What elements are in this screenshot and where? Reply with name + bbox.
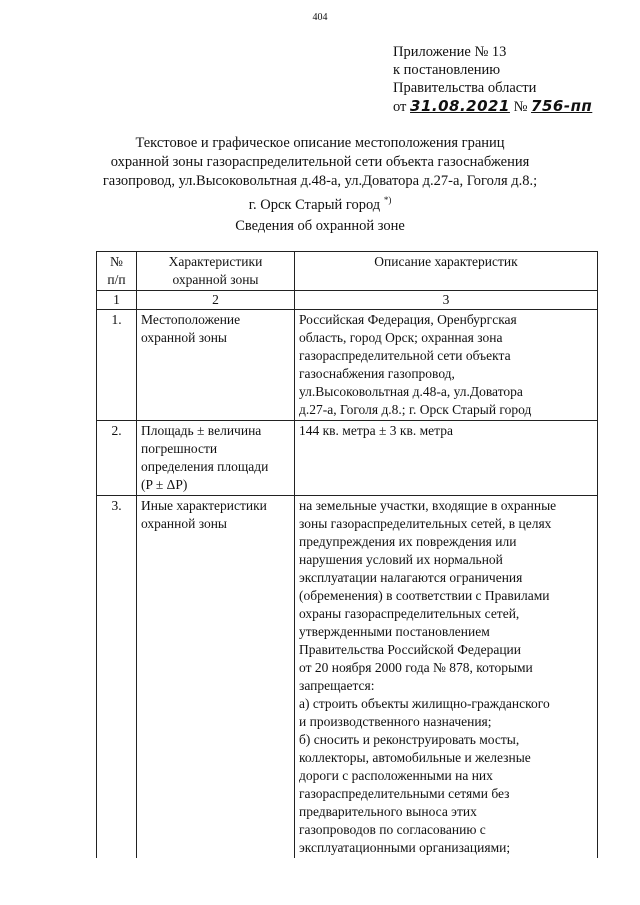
cell-line: коллекторы, автомобильные и железные: [299, 750, 531, 765]
cell-line: охраны газораспределительных сетей,: [299, 606, 520, 621]
characteristic-cell: [137, 421, 295, 496]
cell-line: на земельные участки, входящие в охранные: [299, 498, 557, 513]
cell-line: 144 кв. метра ± 3 кв. метра: [299, 423, 453, 438]
cell-line: и производственного назначения;: [299, 714, 492, 729]
cell-line: нарушения условий их нормальной: [299, 552, 503, 567]
cell-line: газораспределительными сетями без: [299, 786, 510, 801]
header-text: п/п: [107, 272, 126, 287]
cell-line: Правительства Российской Федерации: [299, 642, 521, 657]
appendix-line: Правительства области: [393, 80, 537, 96]
cell-line: определения площади: [141, 459, 269, 474]
cell-line: предупреждения их повреждения или: [299, 534, 517, 549]
appendix-line: Приложение № 13: [393, 44, 507, 60]
cell-line: эксплуатационными организациями;: [299, 840, 511, 855]
table-index-row: [97, 291, 598, 310]
appendix-line: к постановлению: [393, 62, 501, 78]
cell-line: газопроводов по согласованию с: [299, 822, 486, 837]
number-prefix: №: [513, 99, 528, 115]
page-number: 404: [312, 12, 328, 23]
appendix-block: [393, 43, 592, 116]
cell-line: от 20 ноября 2000 года № 878, которыми: [299, 660, 533, 675]
cell-line: Местоположение: [141, 312, 241, 327]
handwritten-date: 31.08.2021: [410, 97, 510, 115]
cell-line: газораспределительной сети объекта: [299, 348, 511, 363]
cell-line: газоснабжения газопровод,: [299, 366, 455, 381]
cell-line: д.27-а, Гоголя д.8.; г. Орск Старый город: [299, 402, 532, 417]
cell-line: погрешности: [141, 441, 218, 456]
date-prefix: от: [393, 99, 407, 115]
title-line: газопровод, ул.Высоковольтная д.48-а, ул.Доватора д.27-а, Гоголя д.8.;: [102, 173, 538, 189]
table-row: [97, 421, 598, 496]
cell-line: охранной зоны: [141, 330, 228, 345]
cell-line: Площадь ± величина: [141, 423, 262, 438]
index-cell: 1: [97, 291, 137, 310]
cell-line: область, город Орск; охранная зона: [299, 330, 503, 345]
characteristic-cell: [137, 496, 295, 859]
cell-line: эксплуатации налагаются ограничения: [299, 570, 523, 585]
footnote-mark: *): [383, 195, 392, 205]
header-text: охранной зоны: [172, 272, 259, 287]
cell-line: зоны газораспределительных сетей, в целях: [299, 516, 552, 531]
cell-line: (обременения) в соответствии с Правилами: [299, 588, 550, 603]
cell-line: б) сносить и реконструировать мосты,: [299, 732, 520, 747]
cell-line: ул.Высоковольтная д.48-а, ул.Доватора: [299, 384, 523, 399]
description-cell: [295, 496, 598, 859]
cell-line: Российская Федерация, Оренбургская: [299, 312, 517, 327]
table-header-row: [97, 252, 598, 291]
title-line: [100, 191, 540, 215]
description-cell: [295, 421, 598, 496]
index-cell: 3: [295, 291, 598, 310]
header-text: Характеристики: [168, 254, 263, 269]
row-number: 1.: [97, 310, 137, 421]
cell-line: а) строить объекты жилищно-гражданского: [299, 696, 550, 711]
characteristic-cell: [137, 310, 295, 421]
header-description: Описание характеристик: [295, 252, 598, 291]
description-cell: [295, 310, 598, 421]
protection-zone-table: [96, 251, 598, 858]
row-number: 2.: [97, 421, 137, 496]
cell-line: утвержденными постановлением: [299, 624, 490, 639]
header-number: [97, 252, 137, 291]
index-cell: 2: [137, 291, 295, 310]
section-title: Сведения об охранной зоне: [235, 218, 405, 234]
cell-line: Иные характеристики: [141, 498, 267, 513]
cell-line: дороги с расположенными на них: [299, 768, 493, 783]
title-line: Текстовое и графическое описание местоположения границ: [135, 135, 505, 151]
header-characteristics: [137, 252, 295, 291]
table-row: [97, 310, 598, 421]
cell-line: охранной зоны: [141, 516, 228, 531]
document-title: [100, 134, 540, 215]
title-line-text: г. Орск Старый город: [248, 196, 381, 213]
row-number: 3.: [97, 496, 137, 859]
table-row: [97, 496, 598, 859]
cell-line: запрещается:: [299, 678, 375, 693]
header-text: №: [110, 254, 123, 269]
handwritten-number: 756-пп: [531, 97, 593, 115]
cell-line: предварительного выноса этих: [299, 804, 477, 819]
cell-line: (P ± ΔP): [141, 477, 188, 492]
title-line: охранной зоны газораспределительной сети объекта газоснабжения: [110, 154, 530, 170]
appendix-date-line: [393, 97, 592, 116]
